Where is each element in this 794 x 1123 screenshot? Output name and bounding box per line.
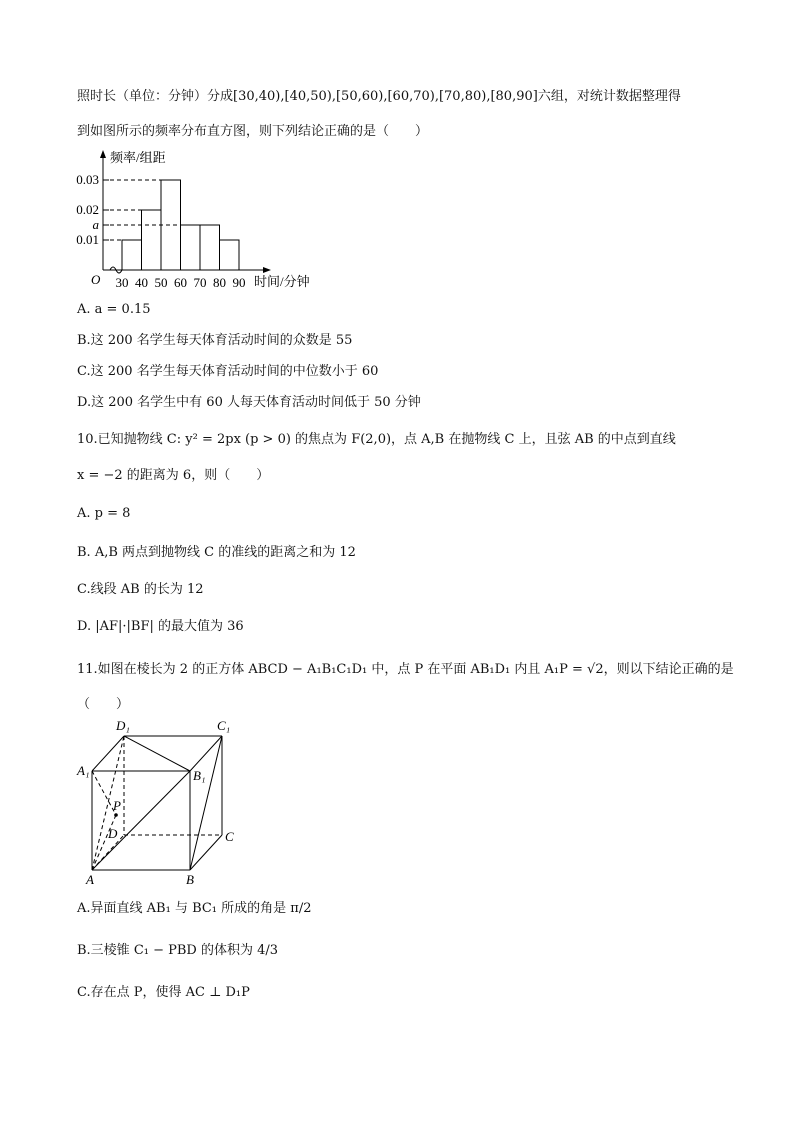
histogram-bar [161, 180, 181, 270]
origin-label: O [91, 272, 101, 287]
q11-text-line1: 11.如图在棱长为 2 的正方体 ABCD − A₁B₁C₁D₁ 中，点 P 在平面 AB₁D₁ 内且 A₁P = √2，则以下结论正确的是 [77, 662, 734, 677]
q9-option-c: C.这 200 名学生每天体育活动时间的中位数小于 60 [77, 364, 379, 379]
hidden-segment-ap [92, 815, 116, 870]
histogram-bar [181, 225, 201, 270]
edge-a1d1 [92, 736, 124, 771]
q10-option-a: A. p = 8 [77, 506, 131, 521]
histogram-bar [220, 240, 240, 270]
label-d: D [108, 826, 118, 841]
label-a: A [86, 872, 94, 887]
label-d1: D₁ [116, 718, 130, 733]
label-c: C [225, 829, 234, 844]
y-tick-label: 0.01 [76, 232, 99, 247]
y-axis-label: 频率/组距 [110, 150, 166, 165]
q11-option-a: A.异面直线 AB₁ 与 BC₁ 所成的角是 π/2 [77, 901, 312, 916]
y-tick-label: a [92, 217, 99, 232]
q10-option-d: D. |AF|·|BF| 的最大值为 36 [77, 619, 244, 634]
q9-text-line1: 照时长（单位：分钟）分成[30,40),[40,50),[50,60),[60,70),[70,80),[80,90]六组，对统计数据整理得 [77, 89, 681, 104]
x-axis-arrow-icon [263, 267, 271, 273]
point-p [114, 813, 118, 817]
y-axis-arrow-icon [100, 150, 106, 158]
q9-text-line2: 到如图所示的频率分布直方图，则下列结论正确的是（ ） [77, 124, 429, 139]
q10-text-line1: 10.已知抛物线 C: y² = 2px (p > 0) 的焦点为 F(2,0)，点 A,B 在抛物线 C 上，且弦 AB 的中点到直线 [77, 432, 676, 447]
label-c1: C₁ [217, 718, 231, 733]
edge-b1c1 [190, 736, 222, 771]
q10-text-line2: x = −2 的距离为 6，则（ ） [77, 468, 270, 483]
diagonal-bc1 [190, 736, 222, 870]
x-tick-label: 70 [193, 275, 207, 290]
histogram-bar [142, 210, 162, 270]
frequency-histogram [70, 146, 330, 296]
x-tick-label: 60 [174, 275, 187, 290]
diagonal-ab1 [92, 771, 190, 870]
label-p: P [113, 798, 121, 813]
q9-option-a: A. a = 0.15 [77, 302, 151, 317]
x-tick-label: 90 [232, 275, 246, 290]
x-tick-label: 40 [135, 275, 148, 290]
x-tick-label: 30 [115, 275, 129, 290]
label-a1: A₁ [77, 763, 90, 778]
x-axis-label: 时间/分钟 [254, 274, 310, 289]
edge-bc [190, 835, 222, 870]
y-tick-label: 0.02 [76, 202, 99, 217]
label-b: B [186, 872, 194, 887]
y-tick-label: 0.03 [76, 172, 99, 187]
q10-option-c: C.线段 AB 的长为 12 [77, 582, 204, 597]
q11-text-line2: （ ） [77, 697, 130, 712]
q9-option-d: D.这 200 名学生中有 60 人每天体育活动时间低于 50 分钟 [77, 395, 421, 410]
x-tick-label: 80 [213, 275, 226, 290]
diagonal-d1b1 [124, 736, 190, 771]
label-b1: B₁ [193, 768, 206, 783]
q9-option-b: B.这 200 名学生每天体育活动时间的众数是 55 [77, 333, 353, 348]
q10-option-b: B. A,B 两点到抛物线 C 的准线的距离之和为 12 [77, 545, 356, 560]
histogram-bar [122, 240, 142, 270]
histogram-bar [200, 225, 220, 270]
q11-option-c: C.存在点 P，使得 AC ⊥ D₁P [77, 985, 250, 1000]
q11-option-b: B.三棱锥 C₁ − PBD 的体积为 4/3 [77, 943, 279, 958]
x-tick-label: 50 [154, 275, 168, 290]
cube-figure [72, 712, 252, 890]
